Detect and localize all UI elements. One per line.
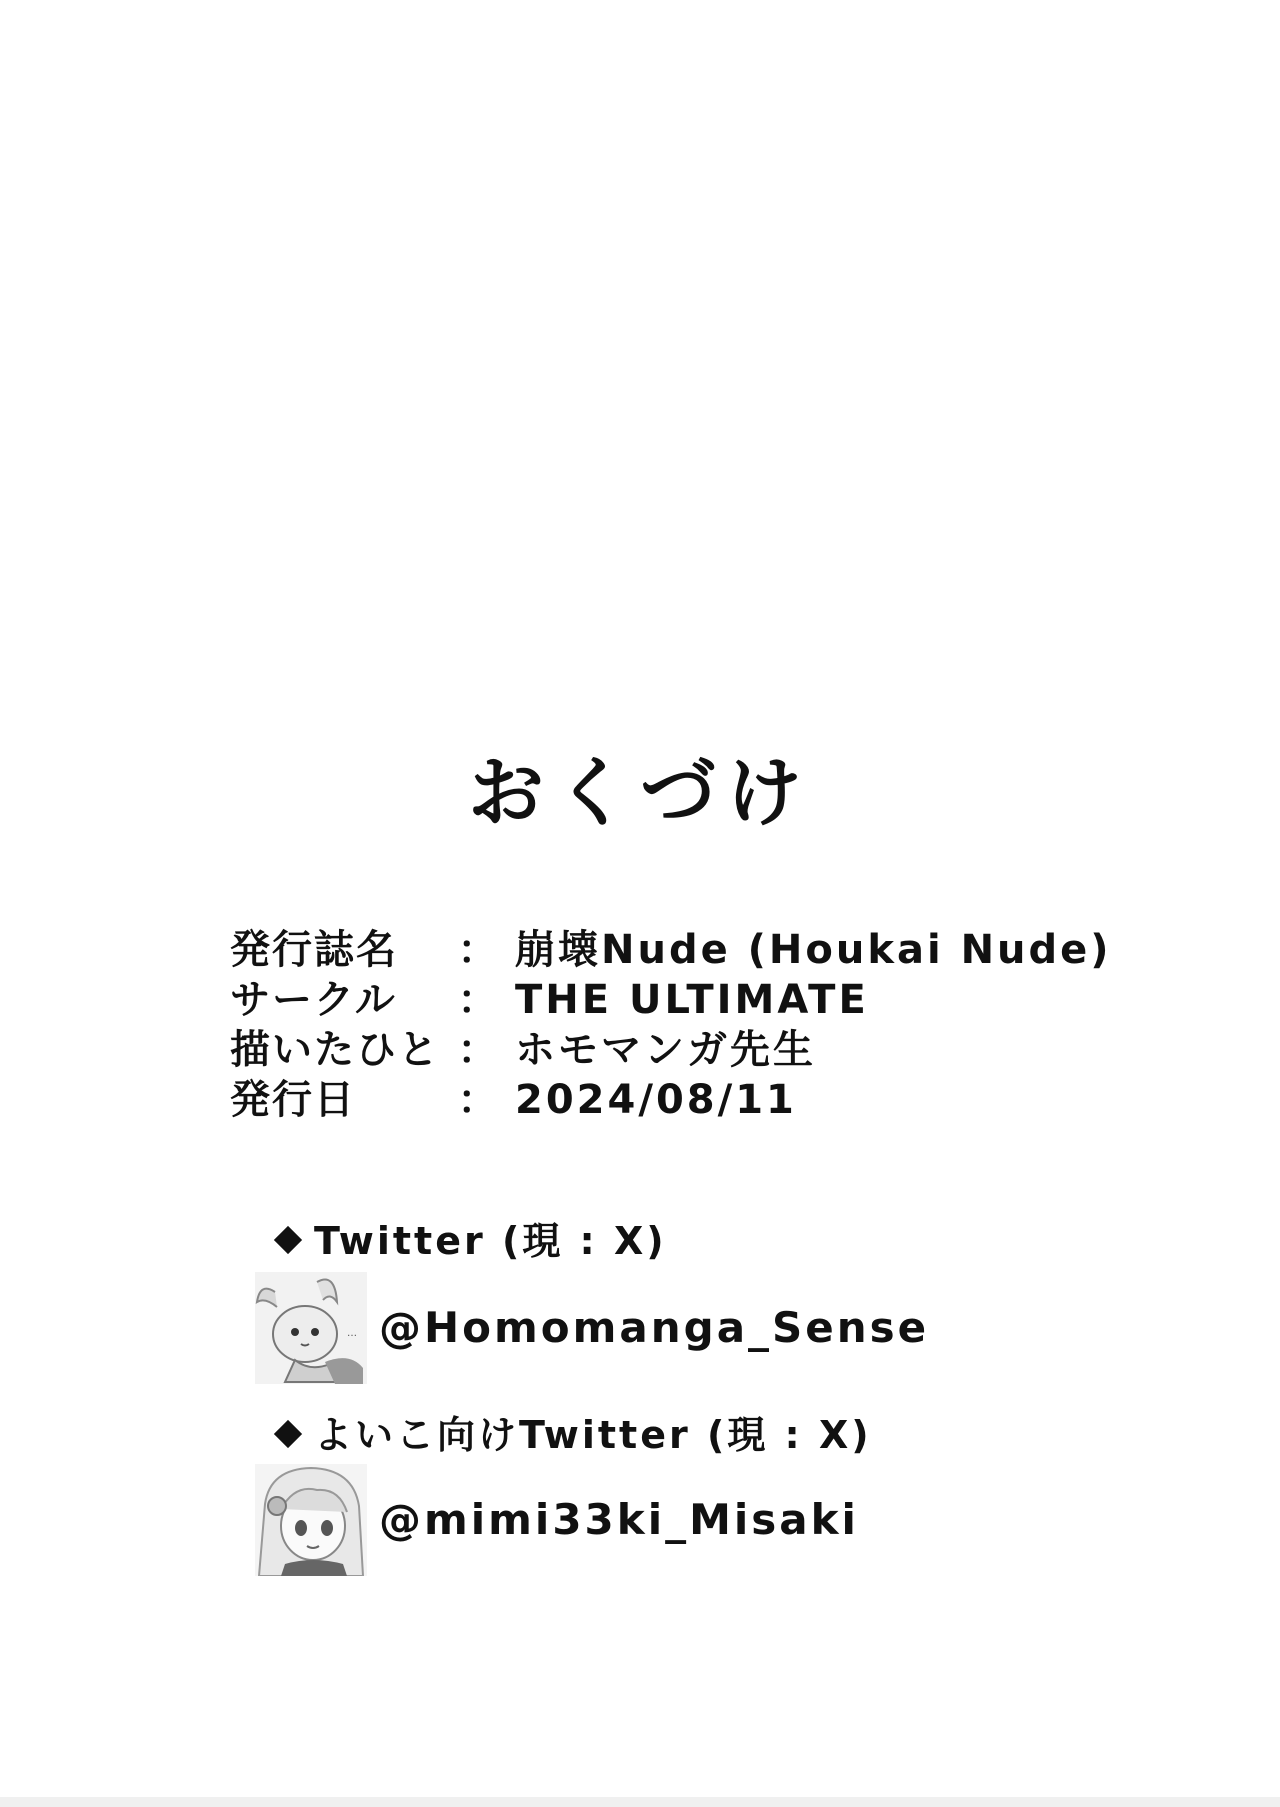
info-separator: ： [457,1027,498,1073]
info-label: 発行日 [230,1077,356,1123]
info-label: 描いたひと [230,1027,440,1073]
info-row-title [230,925,1130,975]
diamond-bullet-icon [274,1419,302,1447]
svg-text:…: … [347,1328,357,1339]
info-value: 崩壊Nude (Houkai Nude) [515,927,1112,973]
info-value: THE ULTIMATE [515,977,869,1023]
info-label: 発行誌名 [230,927,398,973]
sns-heading-label: よいこ向けTwitter (現 : X) [314,1413,872,1457]
info-label: サークル [230,977,397,1023]
info-separator: ： [457,1077,498,1123]
dragon-avatar-icon [255,1272,367,1384]
sns-handle[interactable]: @Homomanga_Sense [379,1303,930,1352]
sns-heading-label: Twitter (現 : X) [314,1219,667,1263]
info-row-date [230,1075,1130,1125]
info-value: ホモマンガ先生 [515,1027,816,1073]
publication-info [230,925,1130,1125]
sns-heading-kids-twitter [278,1413,872,1457]
sns-account-row [255,1464,859,1576]
sns-heading-twitter [278,1219,667,1263]
info-row-author [230,1025,1130,1075]
page-title: おくづけ [468,748,812,837]
info-row-circle [230,975,1130,1025]
girl-avatar-icon [255,1464,367,1576]
page-bottom-edge [0,1797,1280,1807]
info-separator: ： [457,927,498,973]
sns-account-row [255,1272,929,1384]
info-separator: ： [457,977,498,1023]
diamond-bullet-icon [274,1225,302,1253]
sns-handle[interactable]: @mimi33ki_Misaki [379,1495,859,1544]
info-value: 2024/08/11 [515,1077,797,1123]
